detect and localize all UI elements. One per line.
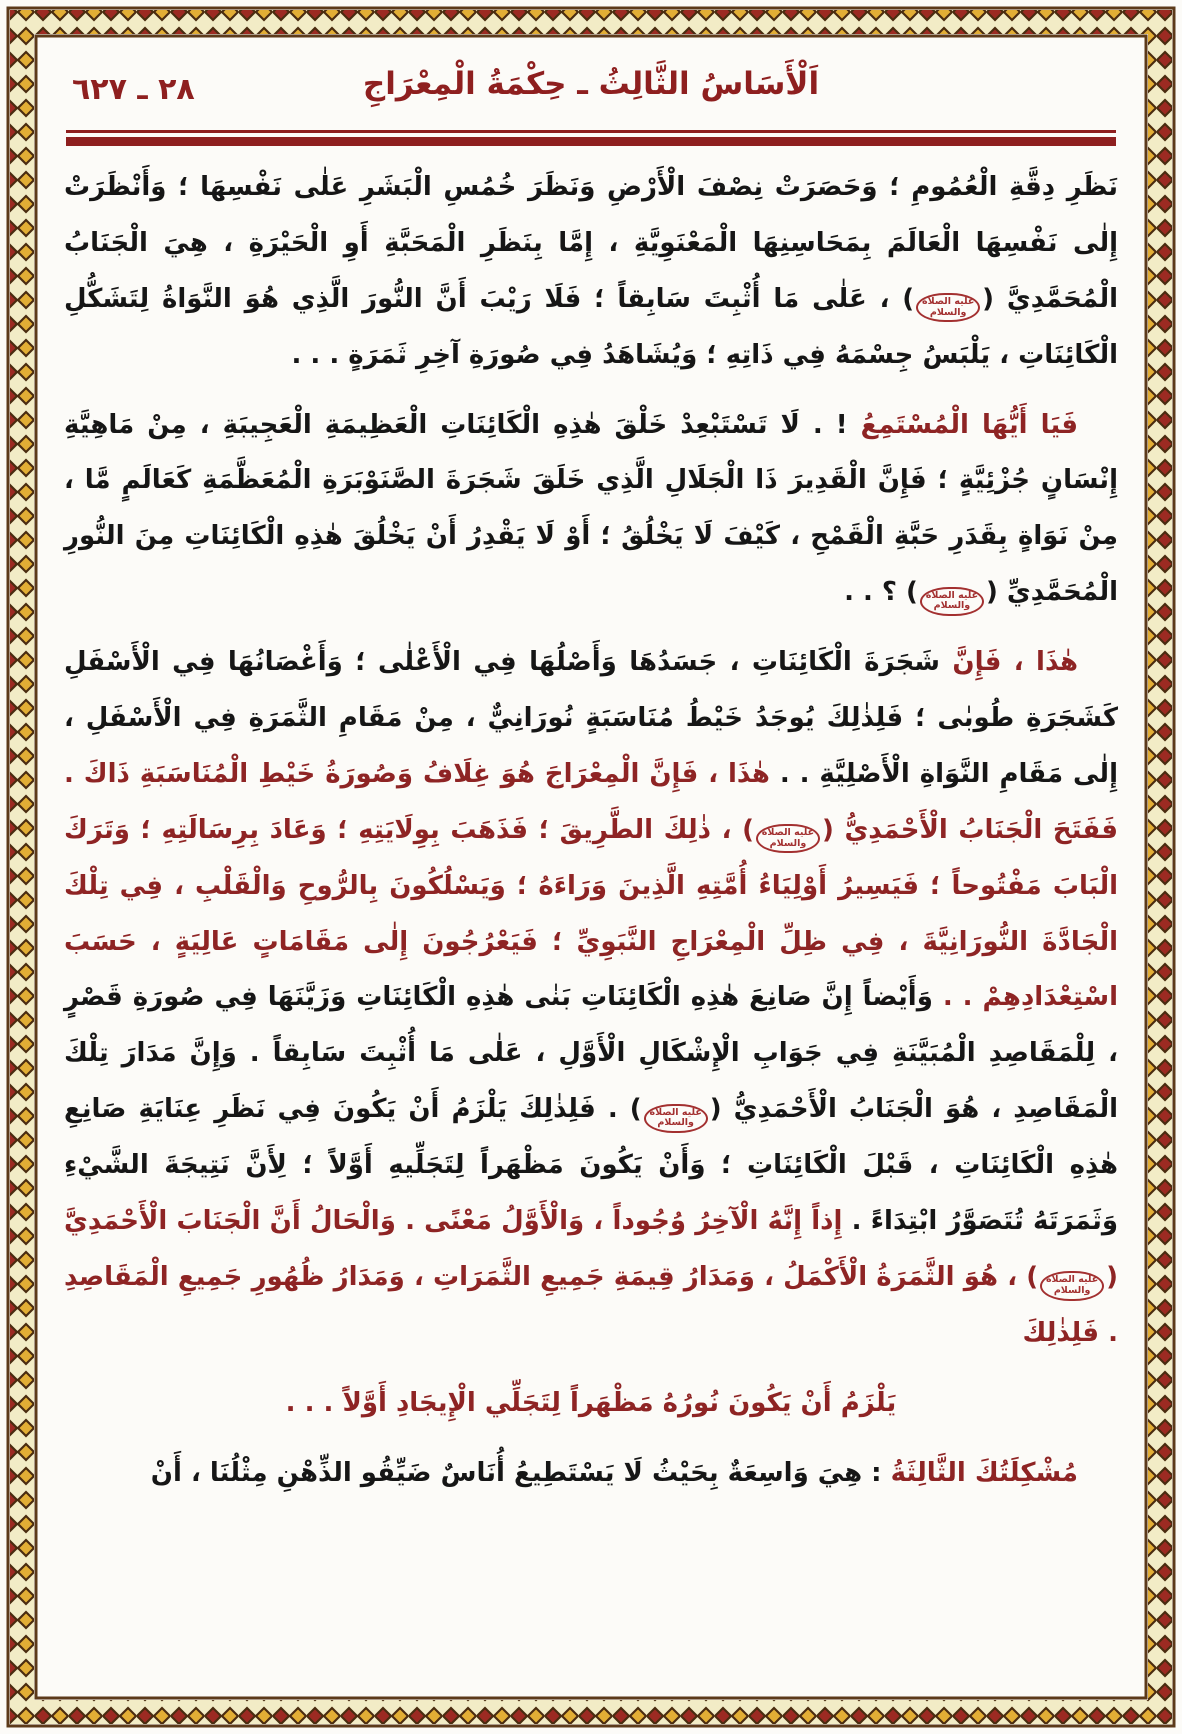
text-segment-black: ! . لَا تَسْتَبْعِدْ خَلْقَ هٰذِهِ الْكَائِنَاتِ الْعَظِيمَةِ الْعَجِيبَةِ ، مِنْ مَاهِيَّةِ إِنْسَانٍ جُزْئِيَّةٍ ؛ فَإِنَّ الْقَدِيرَ ذَا الْجَلَالِ الَّذِي خَلَقَ شَجَرَةَ الصَّنَوْبَرَةِ الْمُعَظَّمَةِ كَعَالَمٍ مَّا ، مِنْ نَوَاةٍ بِقَدَرِ حَبَّةِ الْقَمْحِ ، كَيْفَ لَا يَخْلُقُ ؛ أَوْ لَا يَقْدِرُ أَنْ يَخْلُقَ هٰذِهِ الْكَائِنَاتِ مِنَ النُّورِ الْمُحَمَّدِيِّ (: [64, 409, 1118, 608]
text-segment-black: شَجَرَةَ الْكَائِنَاتِ ، جَسَدُهَا وَأَصْلُهَا فِي الْأَعْلٰى ؛ وَأَغْصَانُهَا فِي الْأَسْفَلِ كَشَجَرَةِ طُوبٰى ؛ فَلِذٰلِكَ يُوجَدُ خَيْطُ مُنَاسَبَةٍ نُورَانِيٌّ ، مِنْ مَقَامِ الثَّمَرَةِ فِي الْأَسْفَلِ ، إِلٰى مَقَامِ النَّوَاةِ الْأَصْلِيَّةِ . .: [64, 647, 1118, 789]
text-segment-red: إِذاً إِنَّهُ الْآخِرُ وُجُوداً ، وَالْأَوَّلُ مَعْنًى . وَالْحَالُ أَنَّ الْجَنَابَ الْأَحْمَدِيَّ (: [64, 1206, 1118, 1292]
salawat-stamp-icon: عليه الصلاة والسلام: [644, 1104, 708, 1133]
text-segment-black: وَأَيْضاً إِنَّ صَانِعَ هٰذِهِ الْكَائِنَاتِ بَنٰى هٰذِهِ الْكَائِنَاتِ وَزَيَّنَهَا فِي صُورَةِ قَصْرٍ ، لِلْمَقَاصِدِ الْمُبَيَّنَةِ فِي جَوَابِ الْإِشْكَالِ الْأَوَّلِ ، عَلٰى مَا أُثْبِتَ سَابِقاً . وَإِنَّ مَدَارَ تِلْكَ الْمَقَاصِدِ ، هُوَ الْجَنَابُ الْأَحْمَدِيُّ (: [64, 982, 1119, 1125]
text-segment-black: : هِيَ وَاسِعَةٌ بِحَيْثُ لَا يَسْتَطِيعُ أُنَاسٌ ضَيِّقُو الذِّهْنِ مِثْلُنَا ، أَنْ: [150, 1457, 891, 1488]
text-segment-red: هٰذَا ، فَإِنَّ: [952, 647, 1078, 678]
body-paragraph-1: [64, 160, 1118, 384]
page-header: [64, 66, 1118, 124]
text-segment-red: فَيَا أَيُّهَا الْمُسْتَمِعُ: [860, 409, 1078, 440]
divider-thin-line: [66, 130, 1116, 133]
text-segment-black: نَظَرِ دِقَّةِ الْعُمُومِ ؛ وَحَصَرَتْ نِصْفَ الْأَرْضِ وَنَظَرَ خُمُسِ الْبَشَرِ عَلٰى نَفْسِهَا ؛ وَأَنْظَرَتْ إِلٰى نَفْسِهَا الْعَالَمَ بِمَحَاسِنِهَا الْمَعْنَوِيَّةِ ، إِمَّا بِنَظَرِ الْمَحَبَّةِ أَوِ الْحَيْرَةِ ، هِيَ الْجَنَابُ الْمُحَمَّدِيَّ (: [64, 172, 1119, 314]
salawat-stamp-icon: عليه الصلاة والسلام: [916, 293, 980, 322]
text-segment-black: ) ؟ . .: [844, 577, 918, 608]
text-segment-red: يَلْزَمُ أَنْ يَكُونَ نُورُهُ مَظْهَراً لِتَجَلِّي الْإِيجَادِ أَوَّلاً . . .: [285, 1387, 897, 1418]
page-content: [42, 42, 1140, 1692]
salawat-stamp-icon: عليه الصلاة والسلام: [920, 587, 984, 616]
header-divider: [66, 130, 1116, 146]
body-paragraph-2: [64, 398, 1118, 622]
salawat-stamp-icon: عليه الصلاة والسلام: [1040, 1271, 1104, 1300]
body-text: [64, 160, 1118, 1501]
body-paragraph-4: [64, 1446, 1118, 1502]
text-segment-red: ) ، ذٰلِكَ الطَّرِيقَ ؛ فَذَهَبَ بِوِلَايَتِهِ ؛ وَعَادَ بِرِسَالَتِهِ ؛ وَتَرَكَ الْبَابَ مَفْتُوحاً ؛ فَيَسِيرُ أَوْلِيَاءُ أُمَّتِهِ الَّذِينَ وَرَاءَهُ ؛ وَيَسْلُكُونَ بِالرُّوحِ وَالْقَلْبِ ، فِي تِلْكَ الْجَادَّةَ النُّورَانِيَّةَ ، فِي ظِلِّ الْمِعْرَاجِ النَّبَوِيِّ ؛ فَيَعْرُجُونَ إِلٰى مَقَامَاتٍ عَالِيَةٍ ، حَسَبَ اسْتِعْدَادِهِمْ . .: [64, 814, 1118, 1013]
page-numbers: ٢٨ ـ ٦٢٧: [72, 72, 195, 107]
text-segment-red: هٰذَا ، فَإِنَّ الْمِعْرَاجَ هُوَ غِلَافُ وَصُورَةُ خَيْطِ الْمُنَاسَبَةِ ذَاكَ . فَفَتَحَ الْجَنَابُ الْأَحْمَدِيُّ (: [64, 758, 1118, 845]
body-paragraph-closing-line: [64, 1376, 1118, 1432]
text-segment-black: ) ، عَلٰى مَا أُثْبِتَ سَابِقاً ؛ فَلَا رَيْبَ أَنَّ النُّورَ الَّذِي هُوَ النَّوَاةُ لِتَشَكُّلِ الْكَائِنَاتِ ، يَلْبَسُ جِسْمَهُ فِي ذَاتِهِ ؛ وَيُشَاهَدُ فِي صُورَةِ آخِرِ ثَمَرَةٍ . . .: [64, 283, 1118, 370]
divider-thick-line: [66, 137, 1116, 146]
text-segment-red: ) ، هُوَ الثَّمَرَةُ الْأَكْمَلُ ، وَمَدَارُ قِيمَةِ جَمِيعِ الثَّمَرَاتِ ، وَمَدَارُ ظُهُورِ جَمِيعِ الْمَقَاصِدِ . فَلِذٰلِكَ: [64, 1261, 1118, 1348]
text-segment-red: مُشْكِلَتُكَ الثَّالِثَةُ: [890, 1457, 1078, 1488]
body-paragraph-3: [64, 635, 1118, 1362]
text-segment-black: ) . فَلِذٰلِكَ يَلْزَمُ أَنْ يَكُونَ فِي نَظَرِ عِنَايَةِ صَانِعِ هٰذِهِ الْكَائِنَاتِ ، قَبْلَ الْكَائِنَاتِ ؛ وَأَنْ يَكُونَ مَظْهَراً لِتَجَلِّيهِ أَوَّلاً ؛ لِأَنَّ نَتِيجَةَ الشَّيْءِ وَثَمَرَتَهُ تُتَصَوَّرُ ابْتِدَاءً .: [64, 1094, 1119, 1237]
page-title: اَلْأَسَاسُ الثَّالِثُ ـ حِكْمَةُ الْمِعْرَاجِ: [362, 66, 820, 102]
salawat-stamp-icon: عليه الصلاة والسلام: [756, 824, 820, 853]
